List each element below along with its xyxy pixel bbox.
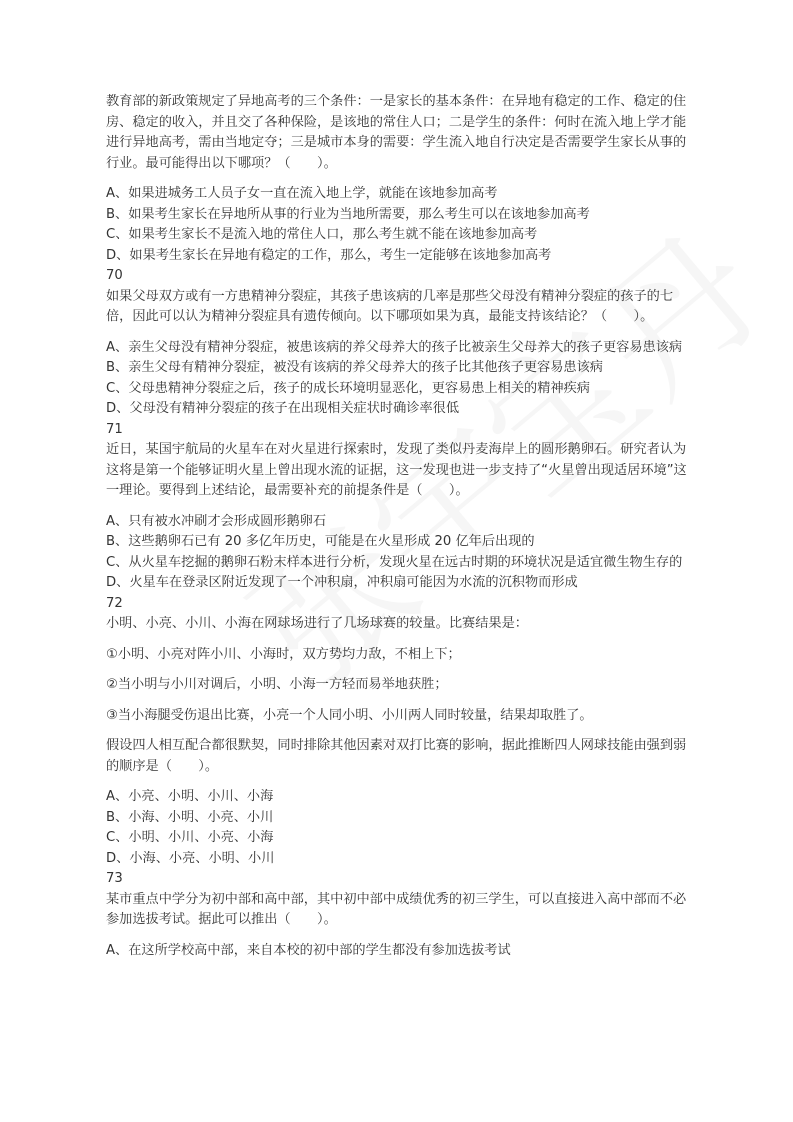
question-69-stem: 教育部的新政策规定了异地高考的三个条件：一是家长的基本条件：在异地有稳定的工作、稳定的住房、稳定的收入，并且交了各种保险，是该地的常住人口；二是学生的条件：何时在流入地上学才能进行异地高考，需由当地定夺；三是城市本身的需要：学生流入地自行决定是否需要学生家长从事的行业。最可能得出以下哪项？（ ）。 [106, 94, 687, 171]
question-70-option-c: C、父母患精神分裂症之后，孩子的成长环境明显恶化，更容易患上相关的精神疾病 [106, 380, 590, 396]
question-72-condition-3: ③当小海腿受伤退出比赛，小亮一个人同小明、小川两人同时较量，结果却取胜了。 [106, 707, 593, 723]
question-72-number: 72 [106, 595, 123, 611]
question-71-option-d: D、火星车在登录区附近发现了一个冲积扇，冲积扇可能因为水流的沉积物而形成 [106, 575, 578, 590]
question-73-option-a: A、在这所学校高中部，来自本校的初中部的学生都没有参加选拔考试 [106, 942, 511, 958]
question-72-option-a: A、小亮、小明、小川、小海 [106, 789, 274, 804]
question-69-option-a: A、如果进城务工人员子女一直在流入地上学，就能在该地参加高考 [106, 186, 498, 201]
question-70-option-b: B、亲生父母有精神分裂症，被没有该病的养父母养大的孩子比其他孩子更容易患该病 [106, 360, 603, 375]
question-72-condition-2: ②当小明与小川对调后，小明、小海一方轻而易举地获胜； [106, 677, 448, 692]
question-73-stem: 某市重点中学分为初中部和高中部，其中初中部中成绩优秀的初三学生，可以直接进入高中部而不必参加选拔考试。据此可以推出（ ）。 [106, 891, 687, 927]
question-72-option-b: B、小海、小明、小亮、小川 [106, 809, 274, 825]
question-69-option-c: C、如果考生家长不是流入地的常住人口，那么考生就不能在该地参加高考 [106, 227, 538, 242]
question-69-option-d: D、如果考生家长在异地有稳定的工作，那么，考生一定能够在该地参加高考 [106, 247, 552, 263]
question-72-stem: 小明、小亮、小川、小海在网球场进行了几场球赛的较量。比赛结果是： [106, 616, 528, 631]
question-70-number: 70 [106, 268, 123, 283]
question-72-condition-1: ①小明、小亮对阵小川、小海时，双方势均力敌，不相上下； [106, 646, 461, 662]
question-70-stem: 如果父母双方或有一方患精神分裂症，其孩子患该病的几率是那些父母没有精神分裂症的孩子的七倍，因此可以认为精神分裂症具有遗传倾向。以下哪项如果为真，最能支持该结论？（ ）。 [106, 288, 674, 324]
question-71-number: 71 [106, 421, 123, 437]
question-71-option-a: A、只有被水冲刷才会形成圆形鹅卵石 [106, 513, 327, 529]
question-70-option-d: D、父母没有精神分裂症的孩子在出现相关症状时确诊率很低 [106, 401, 460, 416]
question-70-option-a: A、亲生父母没有精神分裂症，被患该病的养父母养大的孩子比被亲生父母养大的孩子更容易患该病 [106, 339, 683, 355]
question-71-option-c: C、从火星车挖掘的鹅卵石粉末样本进行分析，发现火星在远古时期的环境状况是适宜微生物生存的 [106, 554, 683, 570]
question-72-option-c: C、小明、小川、小亮、小海 [106, 830, 274, 845]
question-73-number: 73 [106, 871, 123, 886]
question-72-option-d: D、小海、小亮、小明、小川 [106, 850, 275, 866]
document-body [106, 92, 692, 961]
question-69-option-b: B、如果考生家长在异地所从事的行业为当地所需要，那么考生可以在该地参加高考 [106, 206, 590, 222]
question-71-option-b: B、这些鹅卵石已有 20 多亿年历史，可能是在火星形成 20 亿年后出现的 [106, 534, 535, 549]
question-71-stem: 近日，某国宇航局的火星车在对火星进行探索时，发现了类似丹麦海岸上的圆形鹅卵石。研究者认为这将是第一个能够证明火星上曾出现水流的证据，这一发现也进一步支持了“火星曾出现适居环境”这一理论。要得到上述结论，最需要补充的前提条件是（ ）。 [106, 442, 687, 498]
question-72-question: 假设四人相互配合都很默契，同时排除其他因素对双打比赛的影响，据此推断四人网球技能由强到弱的顺序是（ ）。 [106, 738, 687, 774]
